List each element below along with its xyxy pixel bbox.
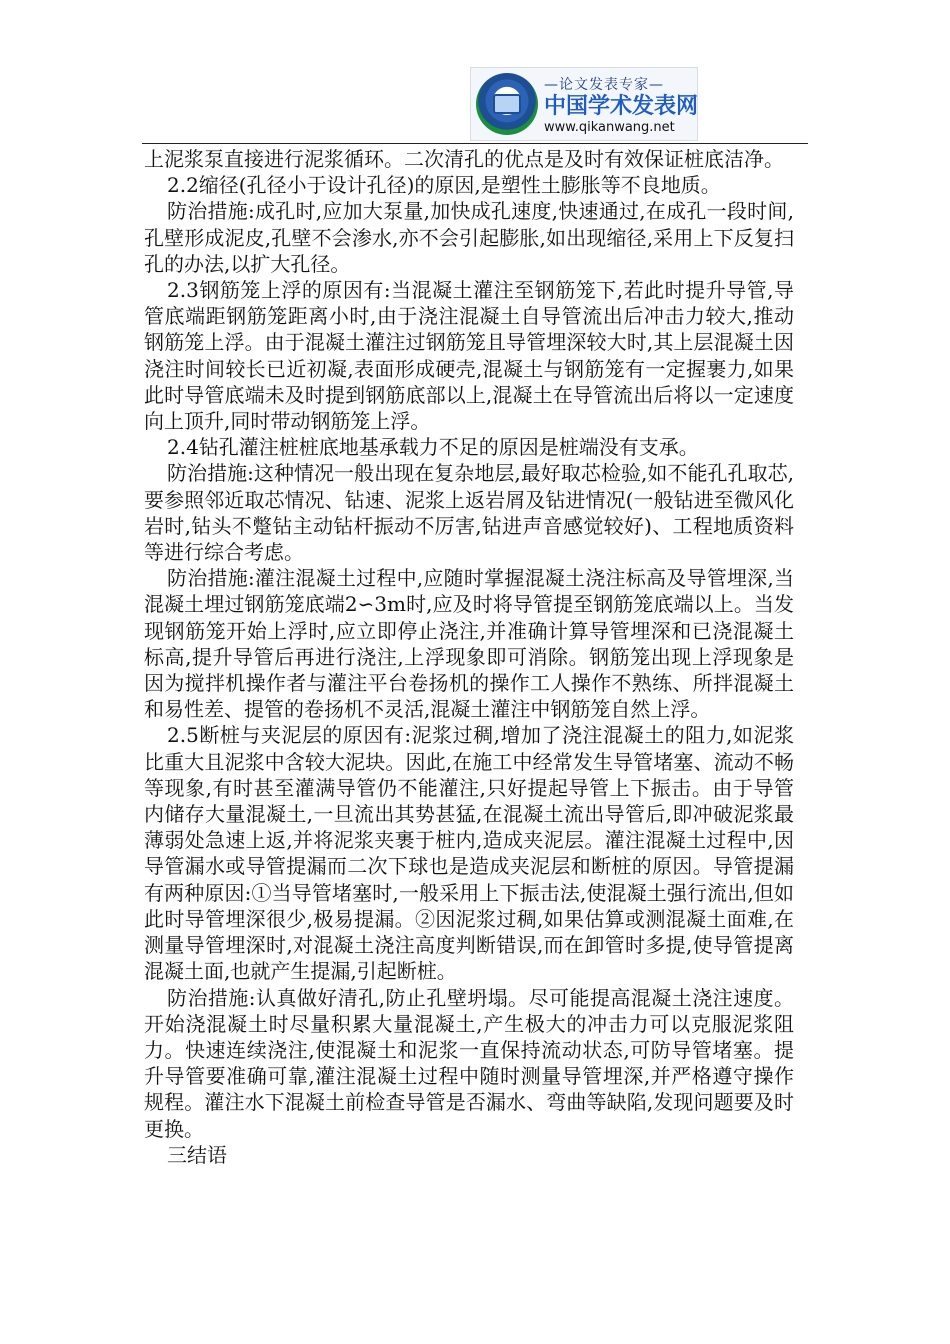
site-logo-banner[interactable]: [470, 67, 698, 141]
paragraph-2-3: 2.3钢筋笼上浮的原因有:当混凝土灌注至钢筋笼下,若此时提升导管,导管底端距钢筋笼距离小时,由于浇注混凝土自导管流出后冲击力较大,推动钢筋笼上浮。由于混凝土灌注过钢筋笼且导管埋深较大时,其上层混凝土因浇注时间较长已近初凝,表面形成硬壳,混凝土与钢筋笼有一定握裹力,如果此时导管底端未及时提到钢筋底部以上,混凝土在导管流出后将以一定速度向上顶升,同时带动钢筋笼上浮。: [144, 278, 794, 434]
logo-url[interactable]: www.qikanwang.net: [544, 119, 675, 135]
logo-text: [544, 74, 698, 135]
paragraph-continuation: 上泥浆泵直接进行泥浆循环。二次清孔的优点是及时有效保证桩底洁净。: [144, 147, 784, 171]
paragraph-measures-2-5: 防治措施:认真做好清孔,防止孔壁坍塌。尽可能提高混凝土浇注速度。开始浇混凝土时尽量积累大量混凝土,产生极大的冲击力可以克服泥浆阻力。快速连续浇注,使混凝土和泥浆一直保持流动状态,可防导管堵塞。提升导管要准确可靠,灌注混凝土过程中随时测量导管埋深,并严格遵守操作规程。灌注水下混凝土前检查导管是否漏水、弯曲等缺陷,发现问题要及时更换。: [144, 985, 794, 1141]
paragraph-2-2: 2.2缩径(孔径小于设计孔径)的原因,是塑性土膨胀等不良地质。: [167, 173, 721, 198]
header-divider: [142, 143, 808, 144]
paragraph-measures-2-2: 防治措施:成孔时,应加大泵量,加快成孔速度,快速通过,在成孔一段时间,孔壁形成泥皮,孔壁不会渗水,亦不会引起膨胀,如出现缩径,采用上下反复扫孔的办法,以扩大孔径。: [144, 199, 794, 276]
logo-tagline: —论文发表专家—: [544, 76, 664, 93]
paragraph-2-4: 2.4钻孔灌注桩桩底地基承载力不足的原因是桩端没有支承。: [167, 435, 699, 460]
paragraph-2-5: 2.5断桩与夹泥层的原因有:泥浆过稠,增加了浇注混凝土的阻力,如泥浆比重大且泥浆中含较大泥块。因此,在施工中经常发生导管堵塞、流动不畅等现象,有时甚至灌满导管仍不能灌注,只好提起导管上下振击。由于导管内储存大量混凝土,一旦流出其势甚猛,在混凝土流出导管后,即冲破泥浆最薄弱处急速上返,并将泥浆夹裹于桩内,造成夹泥层。灌注混凝土过程中,因导管漏水或导管提漏而二次下球也是造成夹泥层和断桩的原因。导管提漏有两种原因:①当导管堵塞时,一般采用上下振击法,使混凝土强行流出,但如此时导管埋深很少,极易提漏。②因泥浆过稠,如果估算或测混凝土面难,在测量导管埋深时,对混凝土浇注高度判断错误,而在卸管时多提,使导管提离混凝土面,也就产生提漏,引起断桩。: [144, 723, 794, 984]
logo-site-name: 中国学术发表网: [544, 93, 699, 119]
paragraph-measures-2-3: 防治措施:灌注混凝土过程中,应随时掌握混凝土浇注标高及导管埋深,当混凝土埋过钢筋笼底端2∽3m时,应及时将导管提至钢筋笼底端以上。当发现钢筋笼开始上浮时,应立即停止浇注,并准确计算导管埋深和已浇混凝土标高,提升导管后再进行浇注,上浮现象即可消除。钢筋笼出现上浮现象是因为搅拌机操作者与灌注平台卷扬机的操作工人操作不熟练、所拌混凝土和易性差、提管的卷扬机不灵活,混凝土灌注中钢筋笼自然上浮。: [144, 566, 794, 722]
emblem-icon: [476, 73, 538, 135]
book-icon: [493, 94, 521, 114]
paragraph-measures-2-4: 防治措施:这种情况一般出现在复杂地层,最好取芯检验,如不能孔孔取芯,要参照邻近取芯情况、钻速、泥浆上返岩屑及钻进情况(一般钻进至微风化岩时,钻头不蹩钻主动钻杆振动不厉害,钻进声音感觉较好)、工程地质资料等进行综合考虑。: [144, 461, 794, 565]
section-heading-conclusion: 三结语: [167, 1142, 227, 1167]
article-body: [144, 146, 794, 1168]
